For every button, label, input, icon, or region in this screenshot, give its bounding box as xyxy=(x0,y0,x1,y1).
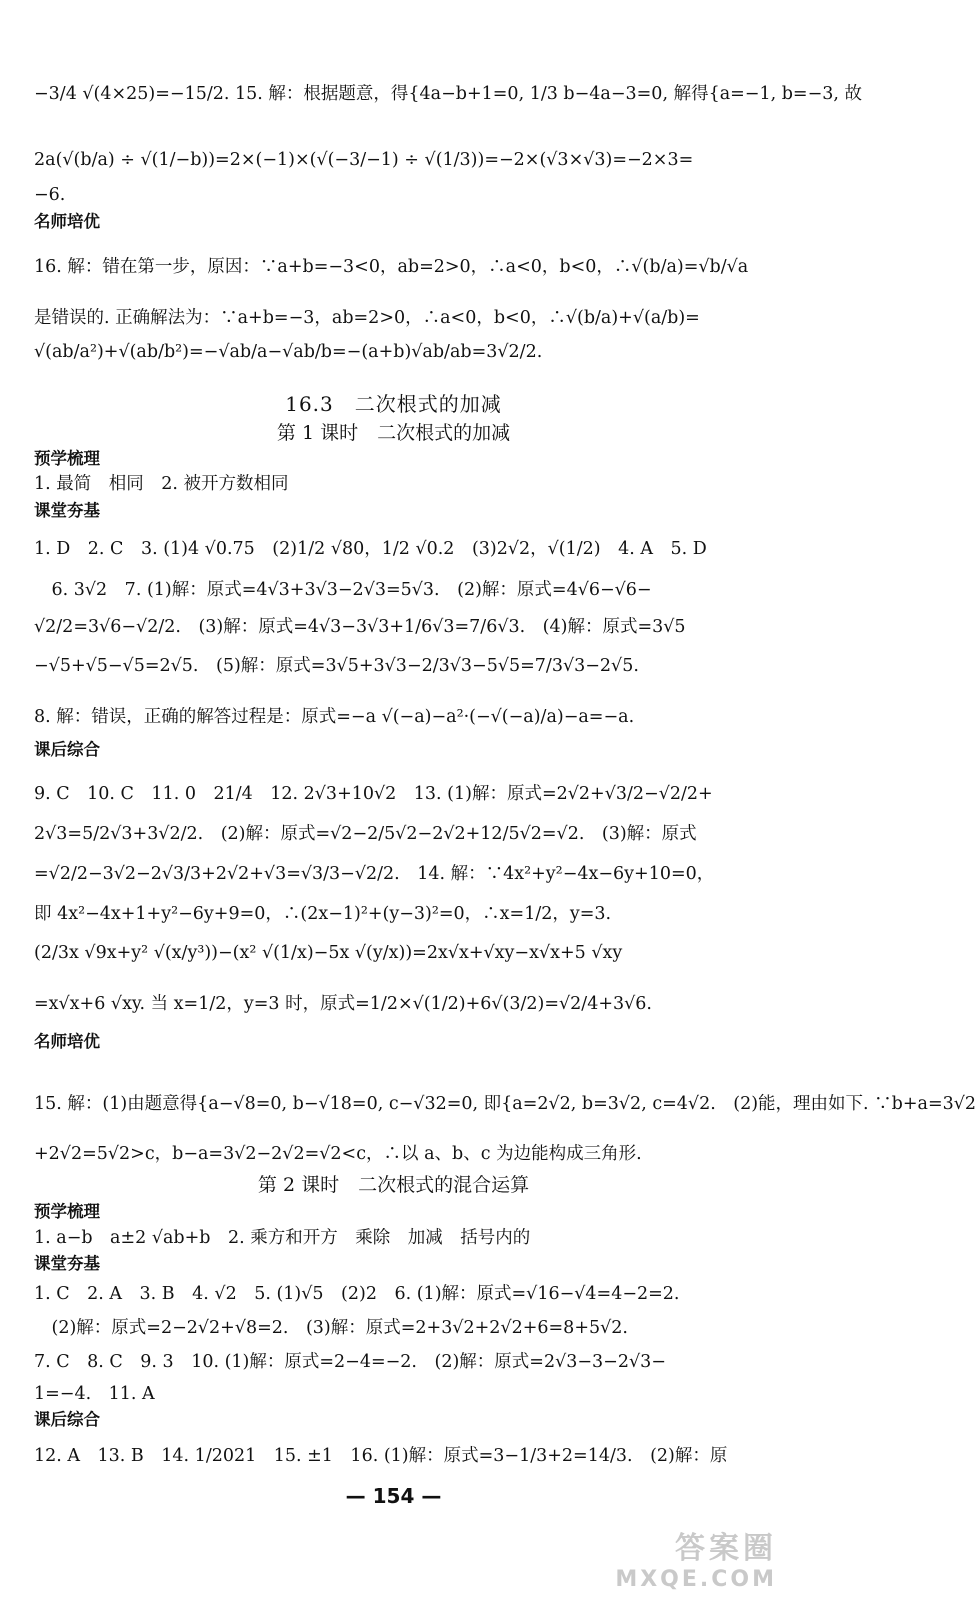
text-line: 1. a−b a±2 √ab+b 2. 乘方和开方 乘除 加减 括号内的 xyxy=(34,1228,531,1248)
section-heading: 课堂夯基 xyxy=(34,501,100,520)
page-number: — 154 — xyxy=(345,1484,442,1508)
text-line: 6. 3√2 7. (1)解：原式=4√3+3√3−2√3=5√3. (2)解：原式=4√6−√6− xyxy=(34,580,652,600)
text-line: 7. C 8. C 9. 3 10. (1)解：原式=2−4=−2. (2)解：原式=2√3−3−2√3− xyxy=(34,1352,666,1372)
text-line: 9. C 10. C 11. 0 21/4 12. 2√3+10√2 13. (1)解：原式=2√2+√3/2−√2/2+ xyxy=(34,784,713,804)
text-line: 1. C 2. A 3. B 4. √2 5. (1)√5 (2)2 6. (1)解：原式=√16−√4=4−2=2. xyxy=(34,1284,680,1304)
section-heading: 名师培优 xyxy=(34,212,100,231)
section-heading: 预学梳理 xyxy=(34,449,100,468)
text-line: =√2/2−3√2−2√3/3+2√2+√3=√3/3−√2/2. 14. 解：∵4x²+y²−4x−6y+10=0， xyxy=(34,864,715,884)
text-line: −6. xyxy=(34,185,66,205)
watermark-url: MXQE.COM xyxy=(615,1567,777,1592)
section-heading: 预学梳理 xyxy=(34,1202,100,1221)
text-line: 即 4x²−4x+1+y²−6y+9=0，∴(2x−1)²+(y−3)²=0，∴x=1/2，y=3. xyxy=(34,904,612,924)
text-line: √2/2=3√6−√2/2. (3)解：原式=4√3−3√3+1/6√3=7/6√3. (4)解：原式=3√5 xyxy=(34,617,686,637)
lesson-title: 第 1 课时 二次根式的加减 xyxy=(276,422,511,444)
section-heading: 课堂夯基 xyxy=(34,1254,100,1273)
section-heading: 课后综合 xyxy=(34,740,100,759)
text-line: (2/3x √9x+y² √(x/y³))−(x² √(1/x)−5x √(y/x))=2x√x+√xy−x√x+5 √xy xyxy=(34,943,623,963)
text-line: 是错误的. 正确解法为：∵a+b=−3，ab=2>0，∴a<0，b<0，∴√(b/a)+√(a/b)= xyxy=(34,308,700,328)
section-heading: 名师培优 xyxy=(34,1032,100,1051)
text-line: 12. A 13. B 14. 1/2021 15. ±1 16. (1)解：原式=3−1/3+2=14/3. (2)解：原 xyxy=(34,1446,728,1466)
watermark-title: 答案圈 xyxy=(675,1531,777,1566)
text-line: 2√3=5/2√3+3√2/2. (2)解：原式=√2−2/5√2−2√2+12/5√2=√2. (3)解：原式 xyxy=(34,824,697,844)
watermark-logo xyxy=(615,1523,777,1592)
text-line: 15. 解：(1)由题意得{a−√8=0, b−√18=0, c−√32=0, 即{a=2√2, b=3√2, c=4√2. (2)能，理由如下. ∵b+a=3√2 xyxy=(34,1094,976,1114)
text-line: =x√x+6 √xy. 当 x=1/2，y=3 时，原式=1/2×√(1/2)+6√(3/2)=√2/4+3√6. xyxy=(34,994,652,1014)
lesson-title: 第 2 课时 二次根式的混合运算 xyxy=(257,1174,530,1196)
text-line: −√5+√5−√5=2√5. (5)解：原式=3√5+3√3−2/3√3−5√5=7/3√3−2√5. xyxy=(34,656,639,676)
text-line: √(ab/a²)+√(ab/b²)=−√ab/a−√ab/b=−(a+b)√ab/ab=3√2/2. xyxy=(34,342,543,362)
text-line: (2)解：原式=2−2√2+√8=2. (3)解：原式=2+3√2+2√2+6=8+5√2. xyxy=(34,1318,628,1338)
text-line: 16. 解：错在第一步，原因：∵a+b=−3<0，ab=2>0，∴a<0，b<0，∴√(b/a)=√b/√a xyxy=(34,257,749,277)
section-title: 16.3 二次根式的加减 xyxy=(285,392,502,416)
text-line: −3/4 √(4×25)=−15/2. 15. 解：根据题意，得{4a−b+1=0, 1/3 b−4a−3=0, 解得{a=−1, b=−3, 故 xyxy=(34,84,863,104)
text-line: 1=−4. 11. A xyxy=(34,1384,155,1404)
text-line: 2a(√(b/a) ÷ √(1/−b))=2×(−1)×(√(−3/−1) ÷ √(1/3))=−2×(√3×√3)=−2×3= xyxy=(34,150,694,170)
text-line: 1. D 2. C 3. (1)4 √0.75 (2)1/2 √80，1/2 √0.2 (3)2√2，√(1/2) 4. A 5. D xyxy=(34,539,707,559)
text-line: 1. 最简 相同 2. 被开方数相同 xyxy=(34,474,289,494)
text-line: 8. 解：错误，正确的解答过程是：原式=−a √(−a)−a²·(−√(−a)/a)−a=−a. xyxy=(34,707,635,727)
text-line: +2√2=5√2>c，b−a=3√2−2√2=√2<c，∴以 a、b、c 为边能构成三角形. xyxy=(34,1144,642,1164)
section-heading: 课后综合 xyxy=(34,1410,100,1429)
